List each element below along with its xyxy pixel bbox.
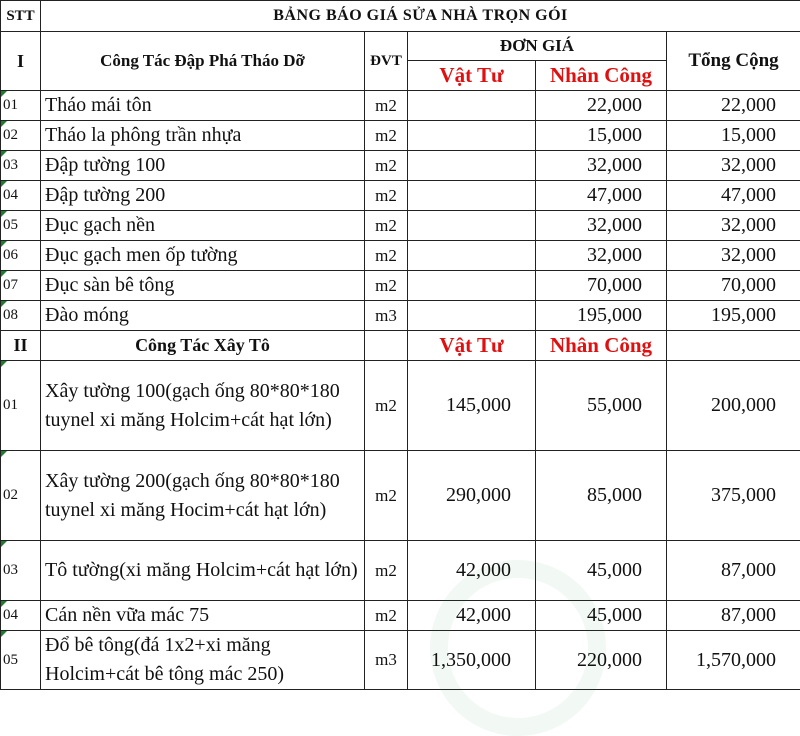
table-title: BẢNG BÁO GIÁ SỬA NHÀ TRỌN GÓI [41, 1, 800, 32]
vat-tu-header: Vật Tư [408, 61, 536, 91]
row-total: 1,570,000 [667, 631, 800, 690]
row-total: 70,000 [667, 271, 800, 301]
row-item-name: Đục gạch nền [41, 211, 365, 241]
row-vat-tu [408, 211, 536, 241]
section-2-header-row [1, 331, 800, 361]
row-item-name: Đập tường 200 [41, 181, 365, 211]
row-number: 04 [1, 181, 41, 211]
row-unit: m2 [365, 151, 408, 181]
row-nhan-cong: 85,000 [536, 451, 667, 541]
row-item-name: Tô tường(xi măng Holcim+cát hạt lớn) [41, 541, 365, 601]
table-row [1, 181, 800, 211]
row-total: 22,000 [667, 91, 800, 121]
row-vat-tu [408, 271, 536, 301]
table-row [1, 121, 800, 151]
row-unit: m3 [365, 301, 408, 331]
row-vat-tu [408, 301, 536, 331]
row-total: 15,000 [667, 121, 800, 151]
row-nhan-cong: 45,000 [536, 541, 667, 601]
row-unit: m2 [365, 181, 408, 211]
table-row [1, 301, 800, 331]
row-nhan-cong: 45,000 [536, 601, 667, 631]
row-vat-tu: 42,000 [408, 601, 536, 631]
title-row [1, 1, 800, 32]
row-nhan-cong: 55,000 [536, 361, 667, 451]
section-1-title: Công Tác Đập Phá Tháo Dỡ [41, 32, 365, 91]
table-row [1, 211, 800, 241]
row-item-name: Đào móng [41, 301, 365, 331]
table-row [1, 271, 800, 301]
table-row [1, 451, 800, 541]
row-total: 200,000 [667, 361, 800, 451]
row-number: 04 [1, 601, 41, 631]
section-2-id: II [1, 331, 41, 361]
row-total: 32,000 [667, 151, 800, 181]
row-item-name: Cán nền vữa mác 75 [41, 601, 365, 631]
section-2-rows [1, 361, 800, 690]
row-nhan-cong: 32,000 [536, 211, 667, 241]
row-nhan-cong: 70,000 [536, 271, 667, 301]
row-nhan-cong: 220,000 [536, 631, 667, 690]
row-vat-tu: 42,000 [408, 541, 536, 601]
row-item-name: Đổ bê tông(đá 1x2+xi măng Holcim+cát bê tông mác 250) [41, 631, 365, 690]
row-nhan-cong: 22,000 [536, 91, 667, 121]
row-number: 03 [1, 541, 41, 601]
row-unit: m2 [365, 121, 408, 151]
section-2-dvt-empty [365, 331, 408, 361]
row-item-name: Đục gạch men ốp tường [41, 241, 365, 271]
don-gia-header: ĐƠN GIÁ [408, 32, 667, 61]
row-unit: m2 [365, 211, 408, 241]
row-number: 01 [1, 361, 41, 451]
row-vat-tu [408, 91, 536, 121]
stt-header: STT [1, 1, 41, 32]
tong-cong-header: Tổng Cộng [667, 32, 800, 91]
row-number: 05 [1, 211, 41, 241]
row-number: 05 [1, 631, 41, 690]
row-unit: m2 [365, 601, 408, 631]
row-total: 87,000 [667, 541, 800, 601]
row-nhan-cong: 32,000 [536, 241, 667, 271]
table-row [1, 541, 800, 601]
nhan-cong-header: Nhân Công [536, 61, 667, 91]
row-item-name: Xây tường 200(gạch ống 80*80*180 tuynel xi măng Hocim+cát hạt lớn) [41, 451, 365, 541]
section-2-vat-tu-header: Vật Tư [408, 331, 536, 361]
row-total: 32,000 [667, 241, 800, 271]
row-unit: m2 [365, 271, 408, 301]
row-number: 06 [1, 241, 41, 271]
row-item-name: Xây tường 100(gạch ống 80*80*180 tuynel xi măng Holcim+cát hạt lớn) [41, 361, 365, 451]
row-unit: m3 [365, 631, 408, 690]
row-total: 195,000 [667, 301, 800, 331]
row-vat-tu [408, 241, 536, 271]
row-unit: m2 [365, 241, 408, 271]
row-number: 02 [1, 451, 41, 541]
row-item-name: Đục sàn bê tông [41, 271, 365, 301]
row-nhan-cong: 195,000 [536, 301, 667, 331]
section-2-nhan-cong-header: Nhân Công [536, 331, 667, 361]
row-vat-tu [408, 121, 536, 151]
table-row [1, 241, 800, 271]
row-item-name: Tháo mái tôn [41, 91, 365, 121]
header-row-1 [1, 32, 800, 61]
row-nhan-cong: 47,000 [536, 181, 667, 211]
row-unit: m2 [365, 451, 408, 541]
row-item-name: Đập tường 100 [41, 151, 365, 181]
table-row [1, 601, 800, 631]
row-vat-tu [408, 151, 536, 181]
section-1-rows [1, 91, 800, 331]
table-row [1, 151, 800, 181]
row-item-name: Tháo la phông trần nhựa [41, 121, 365, 151]
row-unit: m2 [365, 541, 408, 601]
row-unit: m2 [365, 91, 408, 121]
section-2-title: Công Tác Xây Tô [41, 331, 365, 361]
table-row [1, 361, 800, 451]
row-total: 87,000 [667, 601, 800, 631]
row-unit: m2 [365, 361, 408, 451]
table-row [1, 91, 800, 121]
section-1-id: I [1, 32, 41, 91]
row-vat-tu: 1,350,000 [408, 631, 536, 690]
row-number: 02 [1, 121, 41, 151]
row-vat-tu: 145,000 [408, 361, 536, 451]
row-vat-tu [408, 181, 536, 211]
row-vat-tu: 290,000 [408, 451, 536, 541]
row-total: 375,000 [667, 451, 800, 541]
dvt-header: ĐVT [365, 32, 408, 91]
row-total: 47,000 [667, 181, 800, 211]
table-row [1, 631, 800, 690]
row-number: 01 [1, 91, 41, 121]
row-nhan-cong: 32,000 [536, 151, 667, 181]
row-number: 03 [1, 151, 41, 181]
row-number: 07 [1, 271, 41, 301]
row-number: 08 [1, 301, 41, 331]
section-2-total-empty [667, 331, 800, 361]
row-nhan-cong: 15,000 [536, 121, 667, 151]
row-total: 32,000 [667, 211, 800, 241]
